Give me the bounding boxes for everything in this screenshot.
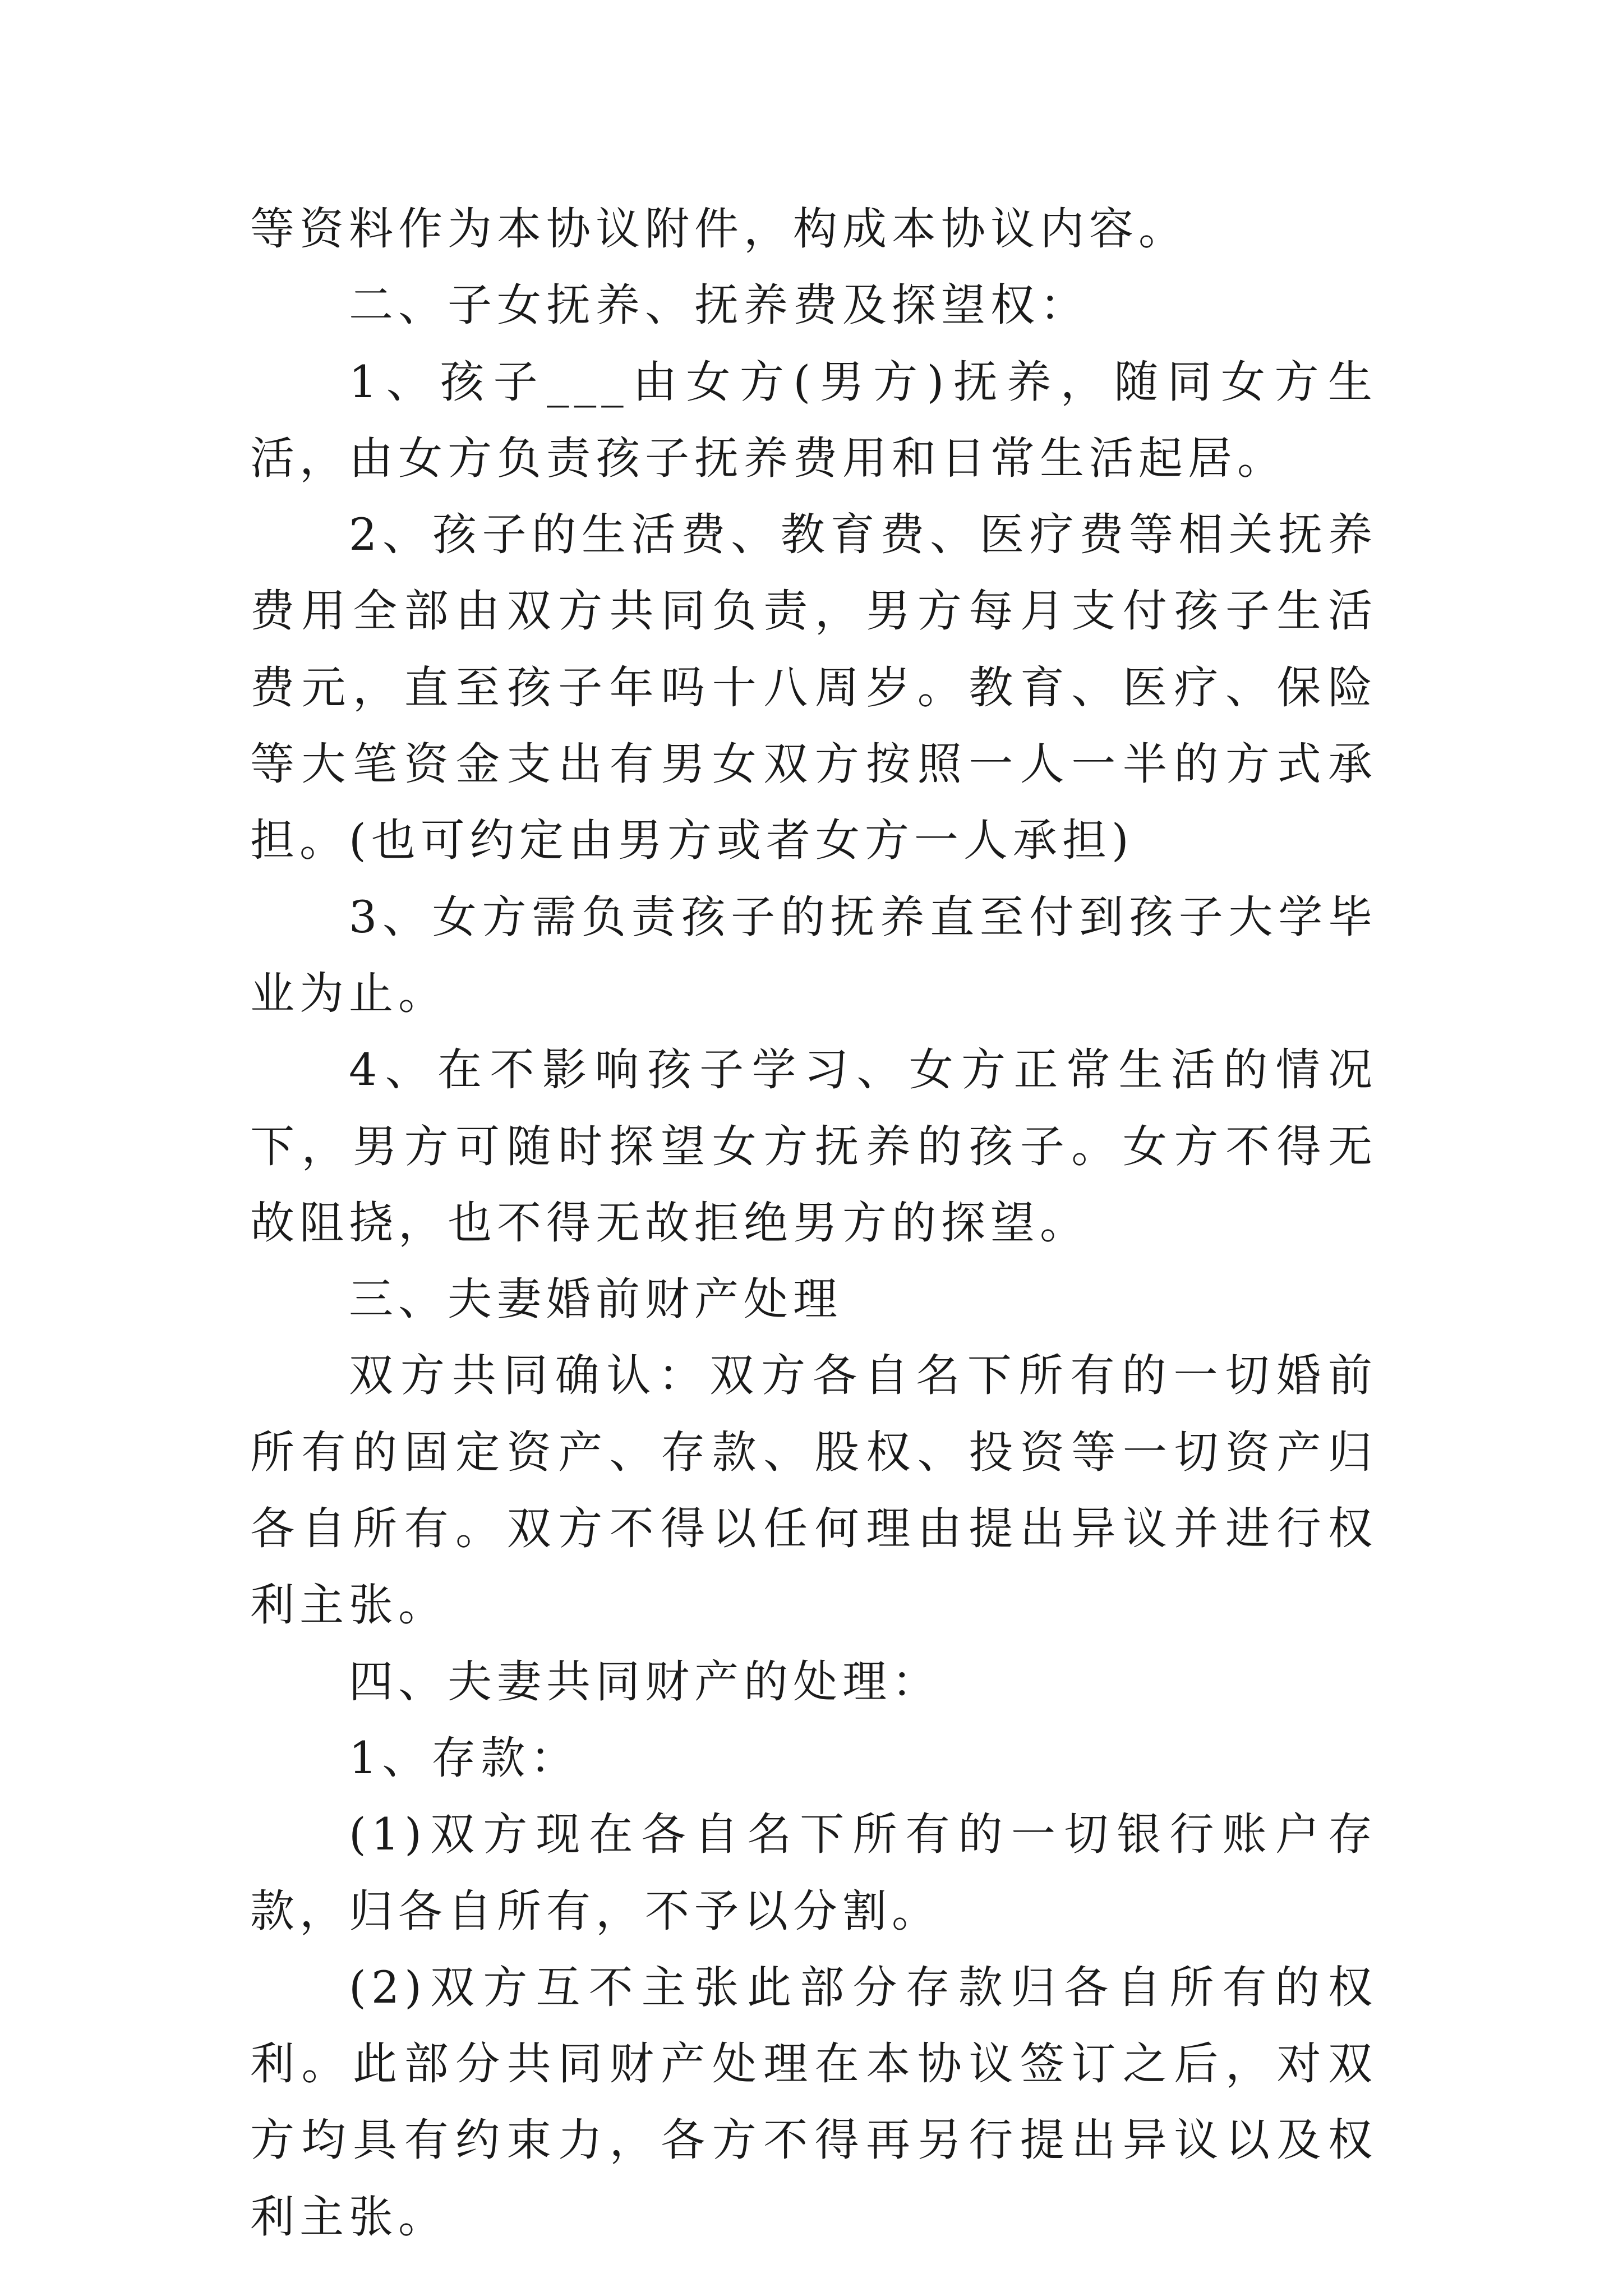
clause-deposits-2: (2)双方互不主张此部分存款归各自所有的权利。此部分共同财产处理在本协议签订之后，对双方均具有约束力，各方不得再另行提出异议以及权利主张。 — [250, 1961, 1377, 2243]
clause-support-duration: 3、女方需负责孩子的抚养直至付到孩子大学毕业为止。 — [250, 891, 1377, 1019]
clause-custody: 1、孩子___由女方(男方)抚养，随同女方生活，由女方负责孩子抚养费用和日常生活起居。 — [250, 356, 1377, 484]
section-heading-joint-property: 四、夫妻共同财产的处理： — [349, 1655, 941, 1708]
document-body — [250, 191, 1377, 2255]
clause-visitation: 4、在不影响孩子学习、女方正常生活的情况下，男方可随时探望女方抚养的孩子。女方不得无故阻挠，也不得无故拒绝男方的探望。 — [250, 1044, 1377, 1249]
clause-deposits-1: (1)双方现在各自名下所有的一切银行账户存款，归各自所有，不予以分割。 — [250, 1809, 1377, 1937]
section-heading-premarital-property: 三、夫妻婚前财产处理 — [349, 1273, 842, 1326]
paragraph-continuation: 等资料作为本协议附件，构成本协议内容。 — [250, 203, 1188, 255]
section-heading-child-custody: 二、子女抚养、抚养费及探望权： — [349, 279, 1089, 332]
clause-premarital-property: 双方共同确认：双方各自名下所有的一切婚前所有的固定资产、存款、股权、投资等一切资产归各自所有。双方不得以任何理由提出异议并进行权利主张。 — [250, 1350, 1377, 1631]
clause-support-costs: 2、孩子的生活费、教育费、医疗费等相关抚养费用全部由双方共同负责，男方每月支付孩子生活费元，直至孩子年吗十八周岁。教育、医疗、保险等大笔资金支出有男女双方按照一人一半的方式承担。(也可约定由男方或者女方一人承担) — [250, 509, 1377, 867]
subheading-deposits: 1、存款： — [349, 1732, 580, 1784]
